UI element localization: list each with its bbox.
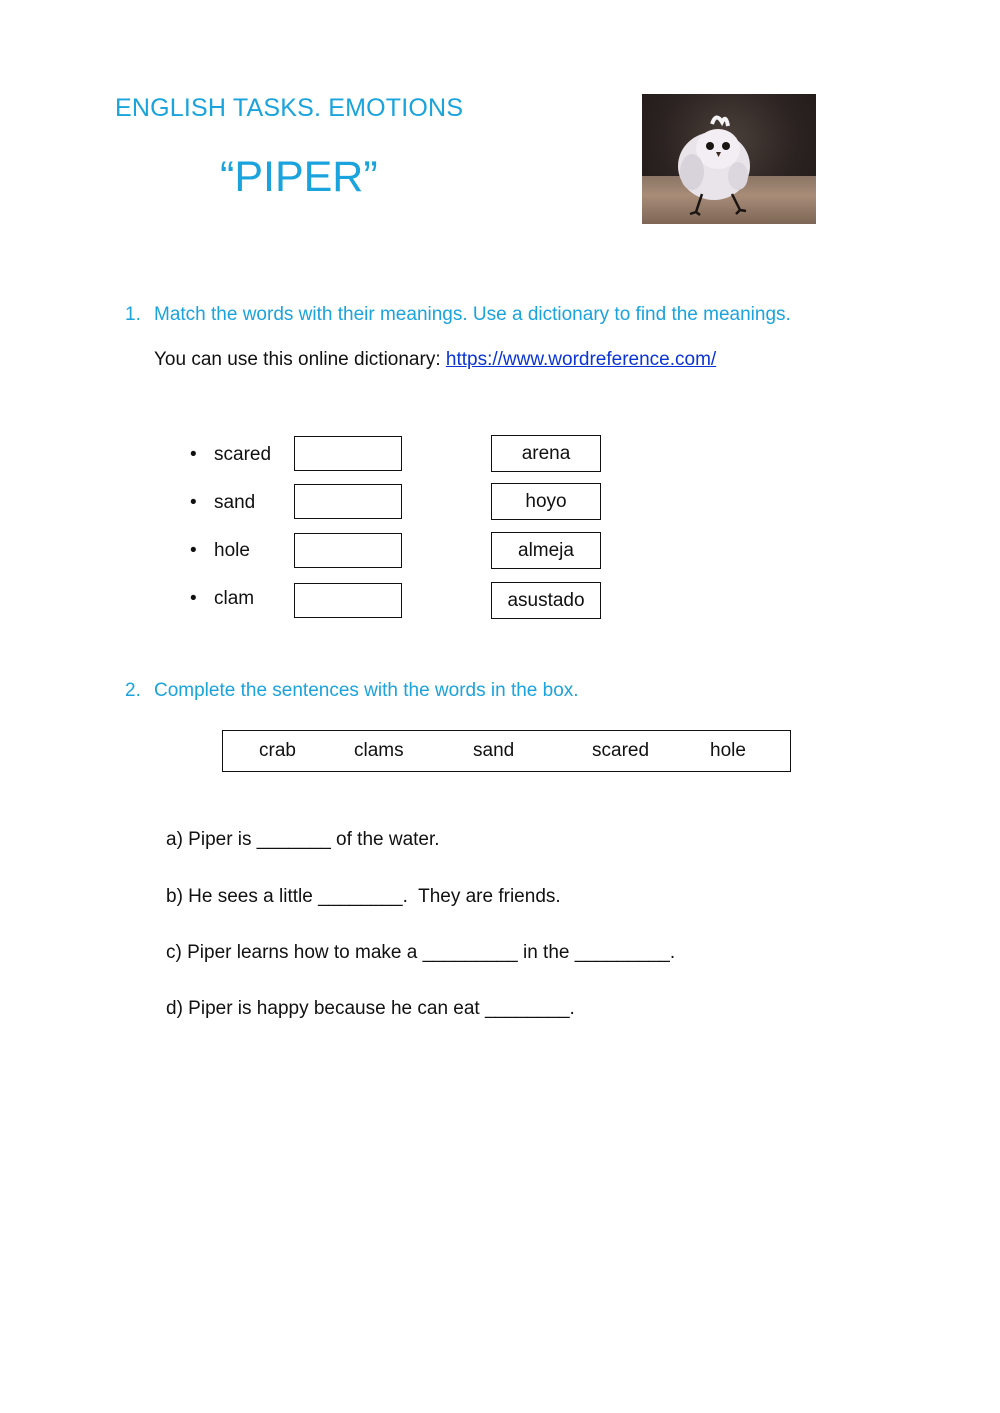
word-bank-item: crab — [259, 740, 296, 761]
task1-number: 1. — [125, 304, 141, 325]
worksheet-subtitle: “PIPER” — [220, 153, 378, 201]
answer-box-sand[interactable] — [294, 484, 402, 519]
word-bank-item: hole — [710, 740, 746, 761]
dictionary-line — [154, 349, 716, 371]
word-bank-item: sand — [473, 740, 515, 761]
answer-box-scared[interactable] — [294, 436, 402, 471]
word-bank-item: clams — [354, 740, 404, 761]
meaning-card-arena[interactable]: arena — [491, 435, 601, 472]
meaning-card-hoyo[interactable]: hoyo — [491, 483, 601, 520]
answer-box-clam[interactable] — [294, 583, 402, 618]
worksheet-title: ENGLISH TASKS. EMOTIONS — [115, 94, 464, 122]
sentence-b: b) He sees a little ________. They are friends. — [166, 886, 561, 907]
bullet-icon: • — [190, 492, 197, 513]
word-label: sand — [214, 492, 256, 513]
sentence-a: a) Piper is _______ of the water. — [166, 829, 440, 850]
word-label: hole — [214, 540, 250, 561]
sentence-c: c) Piper learns how to make a _________ in the _________. — [166, 942, 676, 963]
word-label: clam — [214, 588, 255, 609]
dictionary-link[interactable]: https://www.wordreference.com/ — [445, 349, 717, 370]
answer-box-hole[interactable] — [294, 533, 402, 568]
word-bank-item: scared — [592, 740, 650, 761]
sentence-d: d) Piper is happy because he can eat ________. — [166, 998, 575, 1019]
piper-bird-photo — [642, 94, 816, 224]
task2-instruction: Complete the sentences with the words in the box. — [154, 680, 579, 701]
word-label: scared — [214, 444, 272, 465]
bird-illustration — [642, 94, 816, 224]
meaning-card-asustado[interactable]: asustado — [491, 582, 601, 619]
task2-number: 2. — [125, 680, 141, 701]
bullet-icon: • — [190, 540, 197, 561]
bullet-icon: • — [190, 444, 197, 465]
meaning-card-almeja[interactable]: almeja — [491, 532, 601, 569]
dictionary-prefix: You can use this online dictionary: — [154, 349, 446, 370]
word-bank-box — [222, 730, 791, 772]
bullet-icon: • — [190, 588, 197, 609]
task1-instruction: Match the words with their meanings. Use a dictionary to find the meanings. — [154, 304, 791, 325]
